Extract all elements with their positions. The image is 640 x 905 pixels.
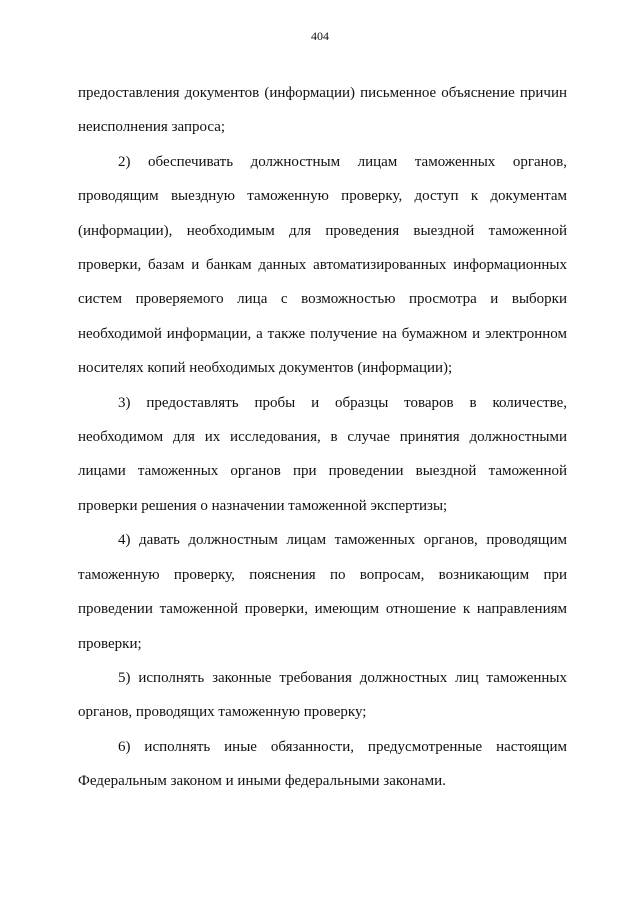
paragraph-item-5: 5) исполнять законные требования должностных лиц таможенных органов, проводящих таможенную проверку; (78, 669, 567, 721)
paragraph-item-4: 4) давать должностным лицам таможенных органов, проводящим таможенную проверку, пояснения по вопросам, возникающим при проведении таможенной проверки, имеющим отношение к направлениям проверки; (78, 532, 567, 652)
paragraph-item-6: 6) исполнять иные обязанности, предусмотренные настоящим Федеральным законом и иными федеральными законами. (78, 738, 567, 790)
paragraph-item-3: 3) предоставлять пробы и образцы товаров в количестве, необходимом для их исследования, в случае принятия должностными лицами таможенных органов при проведении выездной таможенной проверки решения о назначении таможенной экспертизы; (78, 394, 567, 514)
document-body (78, 76, 567, 799)
page-number: 404 (311, 29, 329, 43)
paragraph-continuation: предоставления документов (информации) письменное объяснение причин неисполнения запроса; (78, 85, 567, 136)
paragraph-item-2: 2) обеспечивать должностным лицам таможенных органов, проводящим выездную таможенную проверку, доступ к документам (информации), необходимым для проведения выездной таможенной проверки, базам и банкам данных автоматизированных информационных систем проверяемого лица с возможностью просмотра и выборки необходимой информации, а также получение на бумажном и электронном носителях копий необходимых документов (информации); (78, 153, 567, 377)
